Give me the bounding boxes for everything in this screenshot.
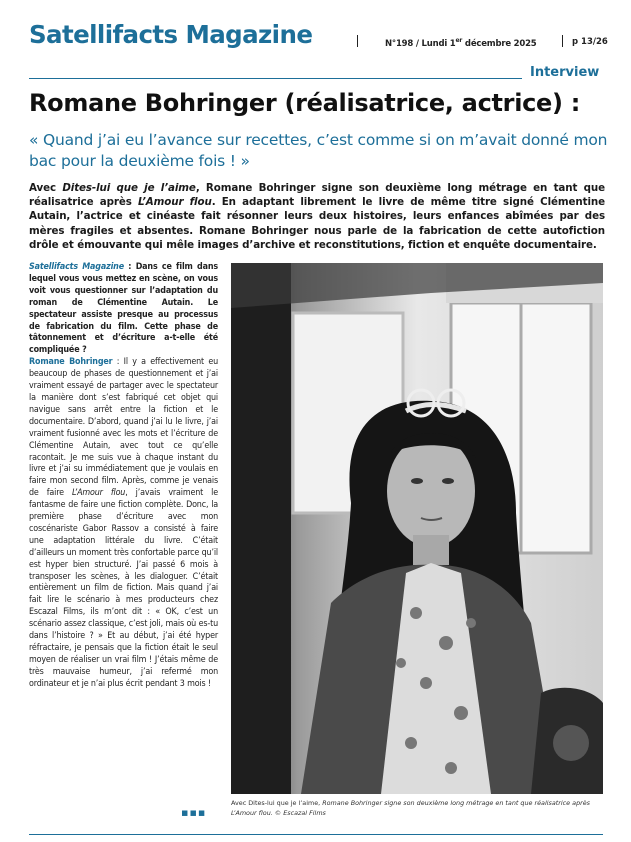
header-divider <box>357 35 358 47</box>
section-label: Interview <box>530 65 600 80</box>
issue-info: N°198 / Lundi 1er décembre 2025 <box>385 37 537 49</box>
page-number: p 13/26 <box>572 37 608 47</box>
portrait-photo <box>231 263 603 794</box>
article-lead: Avec Dites-lui que je l’aime, Romane Bohringer signe son deuxième long métrage en tant que réalisatrice après L’Amour flou. En adaptant librement le livre de même titre signé Clémentine Autain, l’actrice et cinéaste fait résonner leurs deux histoires, leurs enfances abîmées par des mères fragiles et absentes. Romane Bohringer nous parle de la fabrication de cette autofiction drôle et émouvante qui mêle images d’archive et reconstitutions, fiction et enquête documentaire. <box>29 182 605 251</box>
portrait-photo-illustration <box>231 263 603 794</box>
article-subtitle: « Quand j’ai eu l’avance sur recettes, c’est comme si on m’avait donné mon bac pour la deuxième fois ! » <box>29 131 608 170</box>
header-divider <box>562 35 563 47</box>
magazine-brand: Satellifacts Magazine <box>29 20 313 49</box>
footer-rule <box>29 834 603 835</box>
interview-answer: Romane Bohringer : Il y a effectivement eu beaucoup de phases de questionnement et j’ai vraiment essayé de partager avec le spectateur la manière dont s’est fabriqué cet objet qui navigue sans arrêt entre la fiction et le documentaire. D’abord, quand j’ai lu le livre, j’ai vraiment fusionné avec les mots et l’écriture de Clémentine Autain, avec tout ce qu’elle racontait. Je me suis vue à chaque instant du livre et j’ai su immédiatement que je voulais en faire mon second film. Après, comme je venais de faire L’Amour flou, j’avais vraiment le fantasme de faire une fiction complète. Donc, la première phase d’écriture avec mon coscénariste Gabor Rassov a consisté à faire une adaptation littérale du livre. C’était d’ailleurs un moment très confortable parce qu’il est hyper bien structuré. J’ai passé 6 mois à transposer les scènes, à les dialoguer. C’était entièrement un film de fiction. Mais quand j’ai fait lire le scénario à mes producteurs chez Escazal Films, ils m’ont dit : « OK, c’est un scénario assez classique, c’est joli, mais où es-tu dans l’histoire ? » Et au début, j’ai été hyper réfractaire, je pensais que la fiction était le seul moyen de réaliser un vrai film ! J’étais même de très mauvaise humeur, j’ai refermé mon ordinateur et je n’ai plus écrit pendant 3 mois ! <box>29 357 219 689</box>
photo-caption: Avec Dites-lui que je l’aime, Romane Bohringer signe son deuxième long métrage en tant que réalisatrice après L’Amour flou. © Escazal Films <box>231 799 591 817</box>
interview-question: Satellifacts Magazine : Dans ce film dans lequel vous vous mettez en scène, on vous voit vous questionner sur l’adaptation du roman de Clémentine Autain. Le spectateur assiste presque au processus de fabrication du film. Cette phase de tâtonnement et d’écriture a-t-elle été compliquée ? <box>29 262 218 356</box>
article-title: Romane Bohringer (réalisatrice, actrice) : <box>29 89 581 117</box>
interview-column <box>29 262 218 691</box>
section-rule <box>29 78 522 79</box>
continue-marker: ▪▪▪ <box>181 806 207 819</box>
